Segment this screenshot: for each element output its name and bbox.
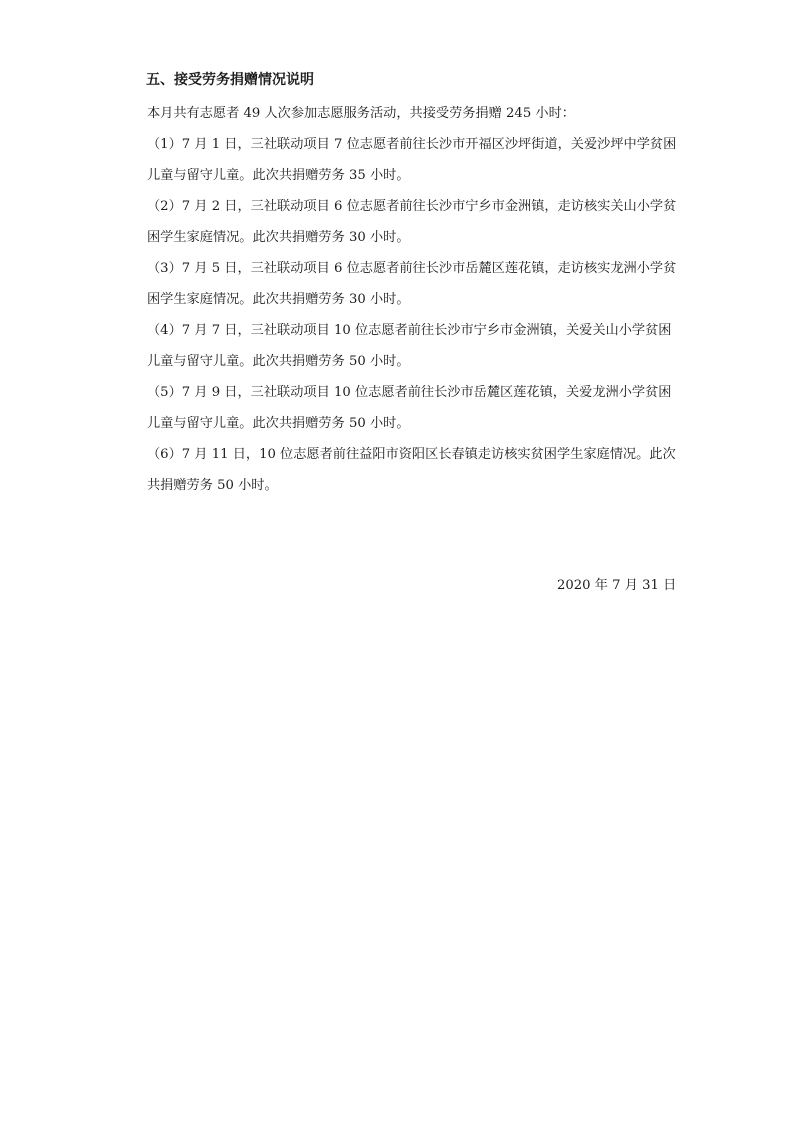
intro-paragraph: 本月共有志愿者 49 人次参加志愿服务活动，共接受劳务捐赠 245 小时：: [147, 106, 575, 121]
donation-item: （4）7 月 7 日，三社联动项目 10 位志愿者前往长沙市宁乡市金洲镇，关爱关山小学贫困儿童与留守儿童。此次共捐赠劳务 50 小时。: [147, 323, 672, 369]
section-heading: 五、接受劳务捐赠情况说明: [146, 72, 314, 88]
document-date: 2020 年 7 月 31 日: [557, 578, 677, 593]
donation-item: （6）7 月 11 日，10 位志愿者前往益阳市资阳区长春镇走访核实贫困学生家庭情况。此次共捐赠劳务 50 小时。: [147, 447, 676, 493]
donation-item: （5）7 月 9 日，三社联动项目 10 位志愿者前往长沙市岳麓区莲花镇，关爱龙洲小学贫困儿童与留守儿童。此次共捐赠劳务 50 小时。: [147, 385, 672, 431]
section-content: [147, 66, 677, 501]
donation-item-list: [147, 129, 677, 501]
donation-item: （2）7 月 2 日，三社联动项目 6 位志愿者前往长沙市宁乡市金洲镇，走访核实关山小学贫困学生家庭情况。此次共捐赠劳务 30 小时。: [147, 199, 677, 245]
donation-item: （3）7 月 5 日，三社联动项目 6 位志愿者前往长沙市岳麓区莲花镇，走访核实龙洲小学贫困学生家庭情况。此次共捐赠劳务 30 小时。: [147, 261, 677, 307]
donation-item: （1）7 月 1 日，三社联动项目 7 位志愿者前往长沙市开福区沙坪街道，关爱沙坪中学贫困儿童与留守儿童。此次共捐赠劳务 35 小时。: [147, 137, 677, 183]
